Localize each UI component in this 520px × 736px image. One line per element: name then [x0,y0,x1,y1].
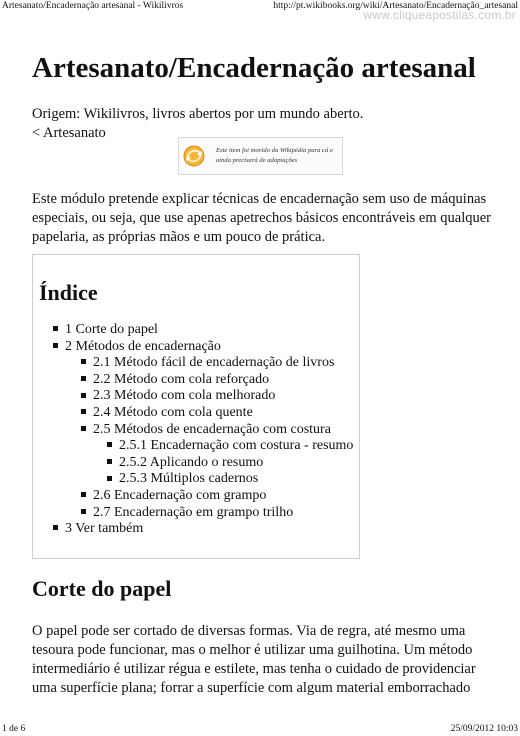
section-heading-corte: Corte do papel [32,576,172,601]
toc-title: Índice [39,280,98,305]
toc-item[interactable] [107,455,263,471]
bullet-icon [81,492,86,497]
print-header-url[interactable]: http://pt.wikibooks.org/wiki/Artesanato/Encadernação_artesanal [273,1,518,11]
bullet-icon [81,426,86,431]
toc-item-label: 2.5.1 Encadernação com costura - resumo [119,438,354,454]
toc-item[interactable] [107,471,258,487]
toc-item-label: 2 Métodos de encadernação [65,338,221,354]
toc-item[interactable] [81,355,334,371]
toc-item[interactable] [81,388,275,404]
moved-notice-icon [183,145,205,167]
table-of-contents [32,254,360,559]
toc-item[interactable] [53,322,158,338]
toc-item[interactable] [81,422,331,438]
toc-item[interactable] [53,339,221,355]
page-counter: 1 de 6 [2,724,26,734]
toc-item[interactable] [81,488,266,504]
bullet-icon [53,525,58,530]
toc-item-label: 2.1 Método fácil de encadernação de livros [93,355,335,371]
toc-item-label: 2.6 Encadernação com grampo [93,488,267,503]
intro-paragraph: Este módulo pretende explicar técnicas de encadernação sem uso de máquinas especiais, ou seja, que use apenas apetrechos básicos encontráveis em qualquer papelaria, as próprias mãos e um pouco de prática. [32,191,491,245]
print-header-title: Artesanato/Encadernação artesanal - Wikilivros [2,1,184,11]
toc-item[interactable] [81,372,269,388]
toc-item-label: 2.2 Método com cola reforçado [93,371,270,387]
toc-item-label: 2.5.2 Aplicando o resumo [119,454,264,470]
bullet-icon [81,393,86,398]
bullet-icon [107,459,112,464]
back-link[interactable]: < Artesanato [32,125,106,141]
bullet-icon [53,326,58,331]
toc-item[interactable] [81,405,253,421]
bullet-icon [81,359,86,364]
bullet-icon [107,476,112,481]
toc-item-label: 2.5 Métodos de encadernação com costura [93,421,331,437]
page-title: Artesanato/Encadernação artesanal [32,52,476,84]
bullet-icon [81,376,86,381]
bullet-icon [81,409,86,414]
moved-notice-box [178,137,343,175]
toc-item[interactable] [81,505,293,521]
bullet-icon [81,509,86,514]
moved-notice-text: Este item foi movido da Wikipédia para cá e ainda precisará de adaptações [216,147,333,164]
section-paragraph: O papel pode ser cortado de diversas formas. Via de regra, até mesmo uma tesoura pode funcionar, mas o melhor é utilizar uma guilhotina. Um método intermediário é utilizar régua e estilete, mas tenha o cuidado de providenciar uma superfície plana; forrar a superfície com algum material emborrachado [32,623,476,696]
bullet-icon [53,343,58,348]
toc-item-label: 2.3 Método com cola melhorado [93,388,276,404]
toc-item-label: 1 Corte do papel [65,322,158,337]
toc-item-label: 2.5.3 Múltiplos cadernos [119,471,259,487]
toc-item-label: 2.4 Método com cola quente [93,405,253,420]
bullet-icon [107,442,112,447]
toc-item-label: 2.7 Encadernação em grampo trilho [93,504,294,520]
toc-item-label: 3 Ver também [65,521,144,537]
toc-item[interactable] [107,438,353,454]
watermark-text: www.cliqueapostilas.com.br [363,8,516,22]
print-datetime: 25/09/2012 10:03 [450,724,518,734]
toc-item[interactable] [53,521,143,537]
origin-line: Origem: Wikilivros, livros abertos por um mundo aberto. [32,106,364,122]
